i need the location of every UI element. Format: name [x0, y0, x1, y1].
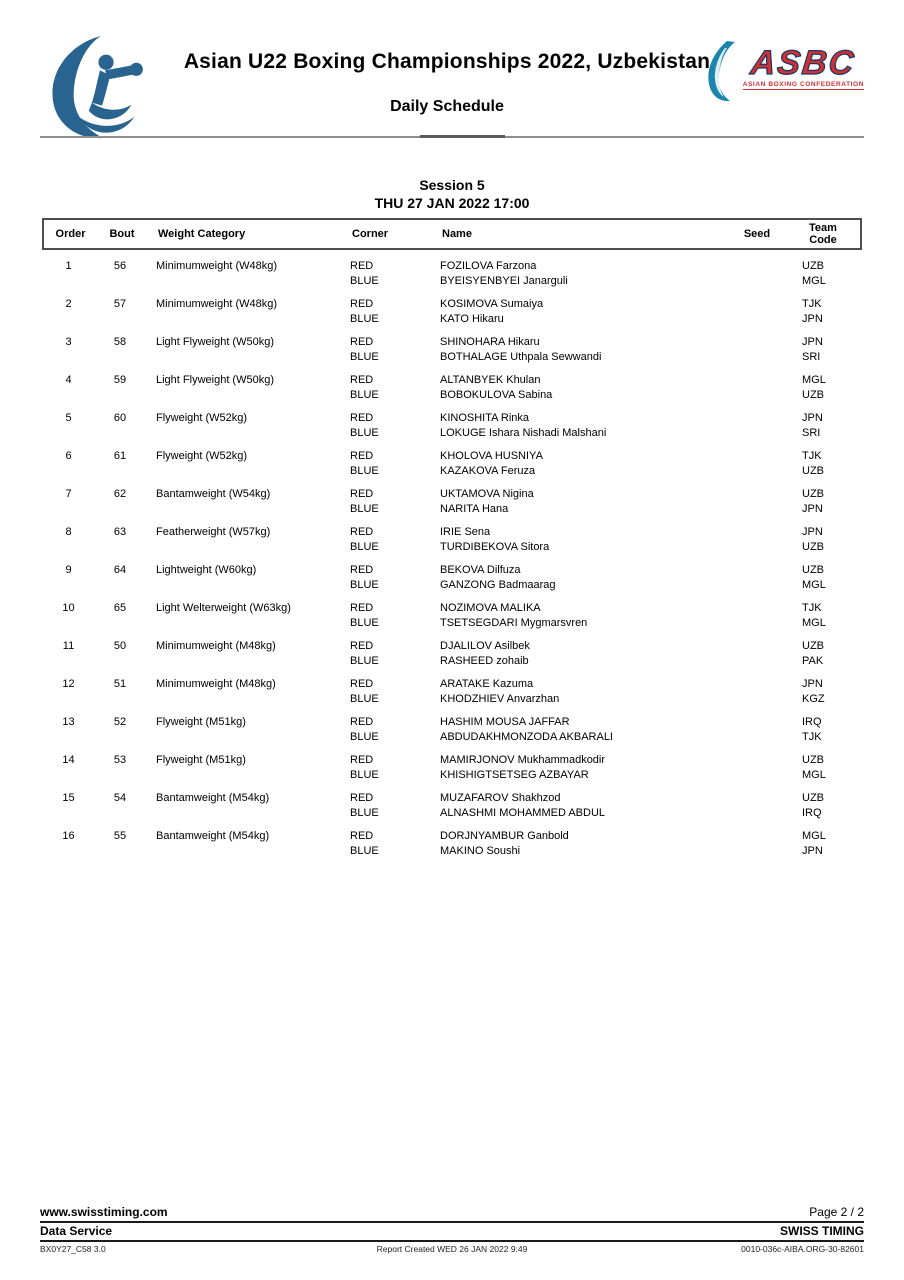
blue-team: MGL	[802, 769, 826, 781]
blue-corner-label: BLUE	[350, 693, 379, 705]
blue-corner-label: BLUE	[350, 655, 379, 667]
team-code-cell	[780, 753, 862, 783]
corner-cell	[350, 335, 440, 365]
table-row	[42, 373, 862, 403]
red-corner-label: RED	[350, 412, 374, 424]
seed-cell	[730, 373, 780, 403]
blue-name: KAZAKOVA Feruza	[440, 465, 536, 477]
name-cell	[440, 525, 730, 555]
blue-name: GANZONG Badmaarag	[440, 579, 556, 591]
order-cell: 3	[65, 336, 72, 348]
footer-data-service: Data Service	[40, 1224, 113, 1238]
blue-team: SRI	[802, 427, 821, 439]
name-cell	[440, 487, 730, 517]
column-header-name: Name	[442, 228, 472, 240]
seed-cell	[730, 715, 780, 745]
seed-cell	[730, 753, 780, 783]
red-corner-label: RED	[350, 830, 374, 842]
blue-team: UZB	[802, 389, 824, 401]
page-subtitle: Daily Schedule	[390, 98, 504, 115]
weight-category-cell: Minimumweight (W48kg)	[156, 298, 278, 310]
seed-cell	[730, 487, 780, 517]
weight-category-cell: Lightweight (W60kg)	[156, 564, 257, 576]
blue-corner-label: BLUE	[350, 845, 379, 857]
table-row	[42, 411, 862, 441]
footer-page-number: Page 2 / 2	[809, 1205, 864, 1219]
red-corner-label: RED	[350, 374, 374, 386]
red-corner-label: RED	[350, 564, 374, 576]
red-name: UKTAMOVA Nigina	[440, 488, 534, 500]
red-team: MGL	[802, 830, 826, 842]
order-cell: 8	[65, 526, 72, 538]
session-block	[0, 177, 904, 211]
seed-cell	[730, 563, 780, 593]
red-corner-label: RED	[350, 792, 374, 804]
red-name: KHOLOVA HUSNIYA	[440, 450, 543, 462]
red-name: DORJNYAMBUR Ganbold	[440, 830, 569, 842]
weight-category-cell: Minimumweight (M48kg)	[156, 640, 276, 652]
team-code-cell	[780, 677, 862, 707]
weight-category-cell: Light Welterweight (W63kg)	[156, 602, 291, 614]
red-corner-label: RED	[350, 260, 374, 272]
blue-corner-label: BLUE	[350, 465, 379, 477]
table-row	[42, 259, 862, 289]
name-cell	[440, 639, 730, 669]
red-name: MAMIRJONOV Mukhammadkodir	[440, 754, 606, 766]
column-header-team-line1: Team	[809, 222, 837, 234]
bout-cell: 62	[113, 488, 127, 500]
seed-cell	[730, 259, 780, 289]
red-corner-label: RED	[350, 716, 374, 728]
corner-cell	[350, 411, 440, 441]
blue-corner-label: BLUE	[350, 389, 379, 401]
table-row	[42, 297, 862, 327]
team-code-cell	[780, 297, 862, 327]
blue-corner-label: BLUE	[350, 541, 379, 553]
blue-team: JPN	[802, 503, 823, 515]
order-cell: 9	[65, 564, 72, 576]
weight-category-cell: Flyweight (M51kg)	[156, 716, 246, 728]
order-cell: 6	[65, 450, 72, 462]
red-name: NOZIMOVA MALIKA	[440, 602, 541, 614]
blue-corner-label: BLUE	[350, 731, 379, 743]
name-cell	[440, 829, 730, 859]
blue-name: BOTHALAGE Uthpala Sewwandi	[440, 351, 602, 363]
corner-cell	[350, 601, 440, 631]
red-team: TJK	[802, 450, 822, 462]
bout-cell: 60	[113, 412, 127, 424]
corner-cell	[350, 487, 440, 517]
footer-row-service	[40, 1223, 864, 1242]
corner-cell	[350, 449, 440, 479]
seed-cell	[730, 677, 780, 707]
weight-category-cell: Minimumweight (M48kg)	[156, 678, 276, 690]
bout-cell: 64	[113, 564, 127, 576]
team-code-cell	[780, 487, 862, 517]
page-title: Asian U22 Boxing Championships 2022, Uzbekistan	[183, 50, 711, 73]
blue-name: KATO Hikaru	[440, 313, 504, 325]
order-cell: 10	[62, 602, 75, 614]
red-team: UZB	[802, 564, 824, 576]
red-name: MUZAFAROV Shakhzod	[440, 792, 561, 804]
blue-corner-label: BLUE	[350, 769, 379, 781]
blue-name: LOKUGE Ishara Nishadi Malshani	[440, 427, 607, 439]
weight-category-cell: Bantamweight (M54kg)	[156, 830, 270, 842]
team-code-cell	[780, 449, 862, 479]
column-header-team-line2: Code	[809, 234, 837, 246]
session-datetime: THU 27 JAN 2022 17:00	[374, 195, 530, 211]
team-code-cell	[780, 639, 862, 669]
order-cell: 2	[65, 298, 72, 310]
seed-cell	[730, 297, 780, 327]
blue-corner-label: BLUE	[350, 579, 379, 591]
corner-cell	[350, 677, 440, 707]
red-team: UZB	[802, 754, 824, 766]
blue-name: BYEISYENBYEI Janarguli	[440, 275, 568, 287]
weight-category-cell: Flyweight (M51kg)	[156, 754, 246, 766]
name-cell	[440, 601, 730, 631]
red-team: JPN	[802, 412, 823, 424]
corner-cell	[350, 297, 440, 327]
bout-cell: 50	[113, 640, 127, 652]
blue-corner-label: BLUE	[350, 351, 379, 363]
red-name: DJALILOV Asilbek	[440, 640, 530, 652]
seed-cell	[730, 525, 780, 555]
blue-name: RASHEED zohaib	[440, 655, 529, 667]
red-corner-label: RED	[350, 602, 374, 614]
team-code-cell	[780, 601, 862, 631]
seed-cell	[730, 791, 780, 821]
header-divider-accent	[420, 135, 505, 138]
bout-cell: 58	[113, 336, 127, 348]
footer	[40, 1205, 864, 1254]
red-corner-label: RED	[350, 754, 374, 766]
weight-category-cell: Bantamweight (W54kg)	[156, 488, 271, 500]
weight-category-cell: Bantamweight (M54kg)	[156, 792, 270, 804]
seed-cell	[730, 411, 780, 441]
order-cell: 16	[62, 830, 75, 842]
name-cell	[440, 297, 730, 327]
weight-category-cell: Light Flyweight (W50kg)	[156, 336, 274, 348]
blue-corner-label: BLUE	[350, 807, 379, 819]
blue-name: TURDIBEKOVA Sitora	[440, 541, 550, 553]
weight-category-cell: Flyweight (W52kg)	[156, 450, 248, 462]
name-cell	[440, 335, 730, 365]
red-name: SHINOHARA Hikaru	[440, 336, 540, 348]
corner-cell	[350, 753, 440, 783]
blue-team: MGL	[802, 617, 826, 629]
blue-team: MGL	[802, 579, 826, 591]
blue-name: MAKINO Soushi	[440, 845, 521, 857]
session-name: Session 5	[419, 177, 485, 193]
order-cell: 14	[62, 754, 75, 766]
footer-row-website	[40, 1205, 864, 1223]
asbc-tagline: ASIAN BOXING CONFEDERATION	[742, 81, 864, 88]
team-code-cell	[780, 335, 862, 365]
seed-cell	[730, 335, 780, 365]
red-name: HASHIM MOUSA JAFFAR	[440, 716, 570, 728]
bout-cell: 61	[113, 450, 127, 462]
schedule-table	[42, 218, 862, 867]
red-name: KINOSHITA Rinka	[440, 412, 530, 424]
bout-cell: 51	[113, 678, 127, 690]
footer-website: www.swisstiming.com	[40, 1205, 168, 1219]
bout-cell: 52	[113, 716, 127, 728]
footer-company: SWISS TIMING	[780, 1224, 864, 1238]
seed-cell	[730, 639, 780, 669]
bout-cell: 59	[113, 374, 127, 386]
bout-cell: 57	[113, 298, 127, 310]
blue-name: ALNASHMI MOHAMMED ABDUL	[440, 807, 606, 819]
name-cell	[440, 373, 730, 403]
team-code-cell	[780, 715, 862, 745]
table-row	[42, 715, 862, 745]
blue-team: JPN	[802, 313, 823, 325]
blue-team: UZB	[802, 465, 824, 477]
bout-cell: 53	[113, 754, 127, 766]
column-header-weight-category: Weight Category	[158, 228, 246, 240]
red-name: FOZILOVA Farzona	[440, 260, 537, 272]
blue-corner-label: BLUE	[350, 275, 379, 287]
bout-cell: 54	[113, 792, 127, 804]
table-row	[42, 335, 862, 365]
order-cell: 15	[62, 792, 75, 804]
weight-category-cell: Featherweight (W57kg)	[156, 526, 271, 538]
bout-cell: 63	[113, 526, 127, 538]
name-cell	[440, 753, 730, 783]
red-name: IRIE Sena	[440, 526, 491, 538]
table-row	[42, 829, 862, 859]
table-row	[42, 563, 862, 593]
blue-team: UZB	[802, 541, 824, 553]
blue-name: KHODZHIEV Anvarzhan	[440, 693, 560, 705]
boxer-event-logo-icon	[46, 36, 162, 142]
blue-team: MGL	[802, 275, 826, 287]
red-team: UZB	[802, 260, 824, 272]
seed-cell	[730, 829, 780, 859]
asbc-swirl-icon	[705, 40, 741, 104]
red-team: TJK	[802, 602, 822, 614]
column-header-team-code	[782, 222, 864, 246]
blue-team: SRI	[802, 351, 821, 363]
name-cell	[440, 411, 730, 441]
table-row	[42, 525, 862, 555]
table-header-row	[42, 218, 862, 250]
red-team: IRQ	[802, 716, 822, 728]
red-name: ALTANBYEK Khulan	[440, 374, 541, 386]
red-corner-label: RED	[350, 640, 374, 652]
corner-cell	[350, 791, 440, 821]
name-cell	[440, 677, 730, 707]
footer-report-code: BX0Y27_C58 3.0	[40, 1244, 106, 1254]
table-row	[42, 677, 862, 707]
asbc-logo	[705, 40, 864, 104]
red-team: JPN	[802, 526, 823, 538]
order-cell: 1	[65, 260, 72, 272]
corner-cell	[350, 525, 440, 555]
table-row	[42, 449, 862, 479]
order-cell: 13	[62, 716, 75, 728]
seed-cell	[730, 601, 780, 631]
red-team: MGL	[802, 374, 826, 386]
weight-category-cell: Light Flyweight (W50kg)	[156, 374, 274, 386]
order-cell: 12	[62, 678, 75, 690]
red-corner-label: RED	[350, 298, 374, 310]
blue-team: IRQ	[802, 807, 822, 819]
name-cell	[440, 449, 730, 479]
corner-cell	[350, 829, 440, 859]
blue-name: KHISHIGTSETSEG AZBAYAR	[440, 769, 589, 781]
red-name: ARATAKE Kazuma	[440, 678, 534, 690]
asbc-acronym: ASBC	[749, 44, 858, 82]
red-corner-label: RED	[350, 526, 374, 538]
column-header-bout: Bout	[109, 228, 135, 240]
column-header-corner: Corner	[352, 228, 389, 240]
corner-cell	[350, 639, 440, 669]
name-cell	[440, 715, 730, 745]
blue-name: NARITA Hana	[440, 503, 509, 515]
column-header-order: Order	[55, 228, 86, 240]
blue-team: PAK	[802, 655, 824, 667]
blue-corner-label: BLUE	[350, 503, 379, 515]
team-code-cell	[780, 259, 862, 289]
table-row	[42, 601, 862, 631]
weight-category-cell: Minimumweight (W48kg)	[156, 260, 278, 272]
order-cell: 5	[65, 412, 72, 424]
red-corner-label: RED	[350, 450, 374, 462]
team-code-cell	[780, 563, 862, 593]
blue-name: ABDUDAKHMONZODA AKBARALI	[440, 731, 613, 743]
team-code-cell	[780, 411, 862, 441]
blue-name: TSETSEGDARI Mygmarsvren	[440, 617, 588, 629]
red-corner-label: RED	[350, 678, 374, 690]
blue-corner-label: BLUE	[350, 427, 379, 439]
team-code-cell	[780, 829, 862, 859]
table-row	[42, 791, 862, 821]
team-code-cell	[780, 525, 862, 555]
column-header-seed: Seed	[743, 228, 771, 240]
red-name: KOSIMOVA Sumaiya	[440, 298, 544, 310]
corner-cell	[350, 563, 440, 593]
red-corner-label: RED	[350, 336, 374, 348]
order-cell: 4	[65, 374, 72, 386]
bouts-container	[42, 250, 862, 859]
corner-cell	[350, 715, 440, 745]
footer-doc-code: 0010-036c-AIBA.ORG-30-82601	[741, 1244, 864, 1254]
blue-team: JPN	[802, 845, 823, 857]
blue-team: TJK	[802, 731, 822, 743]
name-cell	[440, 259, 730, 289]
blue-corner-label: BLUE	[350, 313, 379, 325]
table-row	[42, 753, 862, 783]
red-name: BEKOVA Dilfuza	[440, 564, 521, 576]
corner-cell	[350, 259, 440, 289]
red-team: TJK	[802, 298, 822, 310]
corner-cell	[350, 373, 440, 403]
red-team: JPN	[802, 678, 823, 690]
blue-name: BOBOKULOVA Sabina	[440, 389, 553, 401]
bout-cell: 55	[113, 830, 127, 842]
red-team: JPN	[802, 336, 823, 348]
footer-row-codes	[40, 1242, 864, 1254]
header	[165, 50, 729, 116]
bout-cell: 65	[113, 602, 127, 614]
team-code-cell	[780, 373, 862, 403]
weight-category-cell: Flyweight (W52kg)	[156, 412, 248, 424]
blue-team: KGZ	[802, 693, 825, 705]
red-corner-label: RED	[350, 488, 374, 500]
table-row	[42, 487, 862, 517]
seed-cell	[730, 449, 780, 479]
red-team: UZB	[802, 640, 824, 652]
order-cell: 7	[65, 488, 72, 500]
blue-corner-label: BLUE	[350, 617, 379, 629]
name-cell	[440, 791, 730, 821]
table-row	[42, 639, 862, 669]
bout-cell: 56	[113, 260, 127, 272]
order-cell: 11	[62, 640, 75, 652]
team-code-cell	[780, 791, 862, 821]
name-cell	[440, 563, 730, 593]
red-team: UZB	[802, 488, 824, 500]
red-team: UZB	[802, 792, 824, 804]
footer-report-created: Report Created WED 26 JAN 2022 9:49	[376, 1244, 528, 1254]
